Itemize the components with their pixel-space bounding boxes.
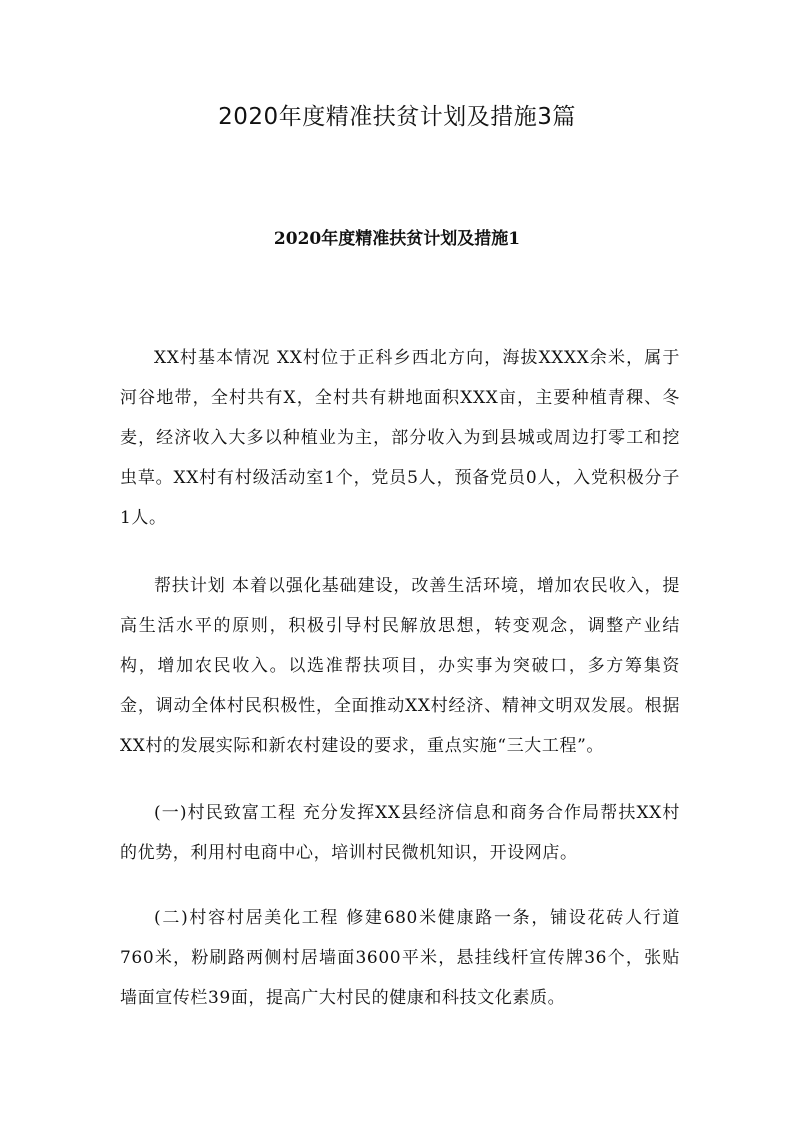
paragraph-prosperity-project [120, 793, 680, 873]
paragraph-text: (二)村容村居美化工程 修建680米健康路一条，铺设花砖人行道760米，粉刷路两侧村居墙面3600平米，悬挂线杆宣传牌36个，张贴墙面宣传栏39面，提高广大村民的健康和科技文化素质。 [120, 908, 680, 1008]
paragraph-text: 帮扶计划 本着以强化基础建设，改善生活环境，增加农民收入，提高生活水平的原则，积极引导村民解放思想，转变观念，调整产业结构，增加农民收入。以选准帮扶项目，办实事为突破口，多方筹集资金，调动全体村民积极性，全面推动XX村经济、精神文明双发展。根据XX村的发展实际和新农村建设的要求，重点实施“三大工程”。 [120, 576, 680, 756]
document-title: 2020年度精准扶贫计划及措施3篇 [218, 104, 576, 130]
paragraph-beautification-project [120, 898, 680, 1018]
paragraph-text: (一)村民致富工程 充分发挥XX县经济信息和商务合作局帮扶XX村的优势，利用村电商中心，培训村民微机知识，开设网店。 [120, 803, 680, 863]
paragraph-basic-info [120, 338, 680, 538]
section-title: 2020年度精准扶贫计划及措施1 [273, 229, 521, 249]
paragraph-assistance-plan [120, 566, 680, 766]
paragraph-text: XX村基本情况 XX村位于正科乡西北方向，海拔XXXX余米，属于河谷地带，全村共有X，全村共有耕地面积XXX亩，主要种植青稞、冬麦，经济收入大多以种植业为主，部分收入为到县城或周边打零工和挖虫草。XX村有村级活动室1个，党员5人，预备党员0人，入党积极分子1人。 [120, 348, 680, 528]
